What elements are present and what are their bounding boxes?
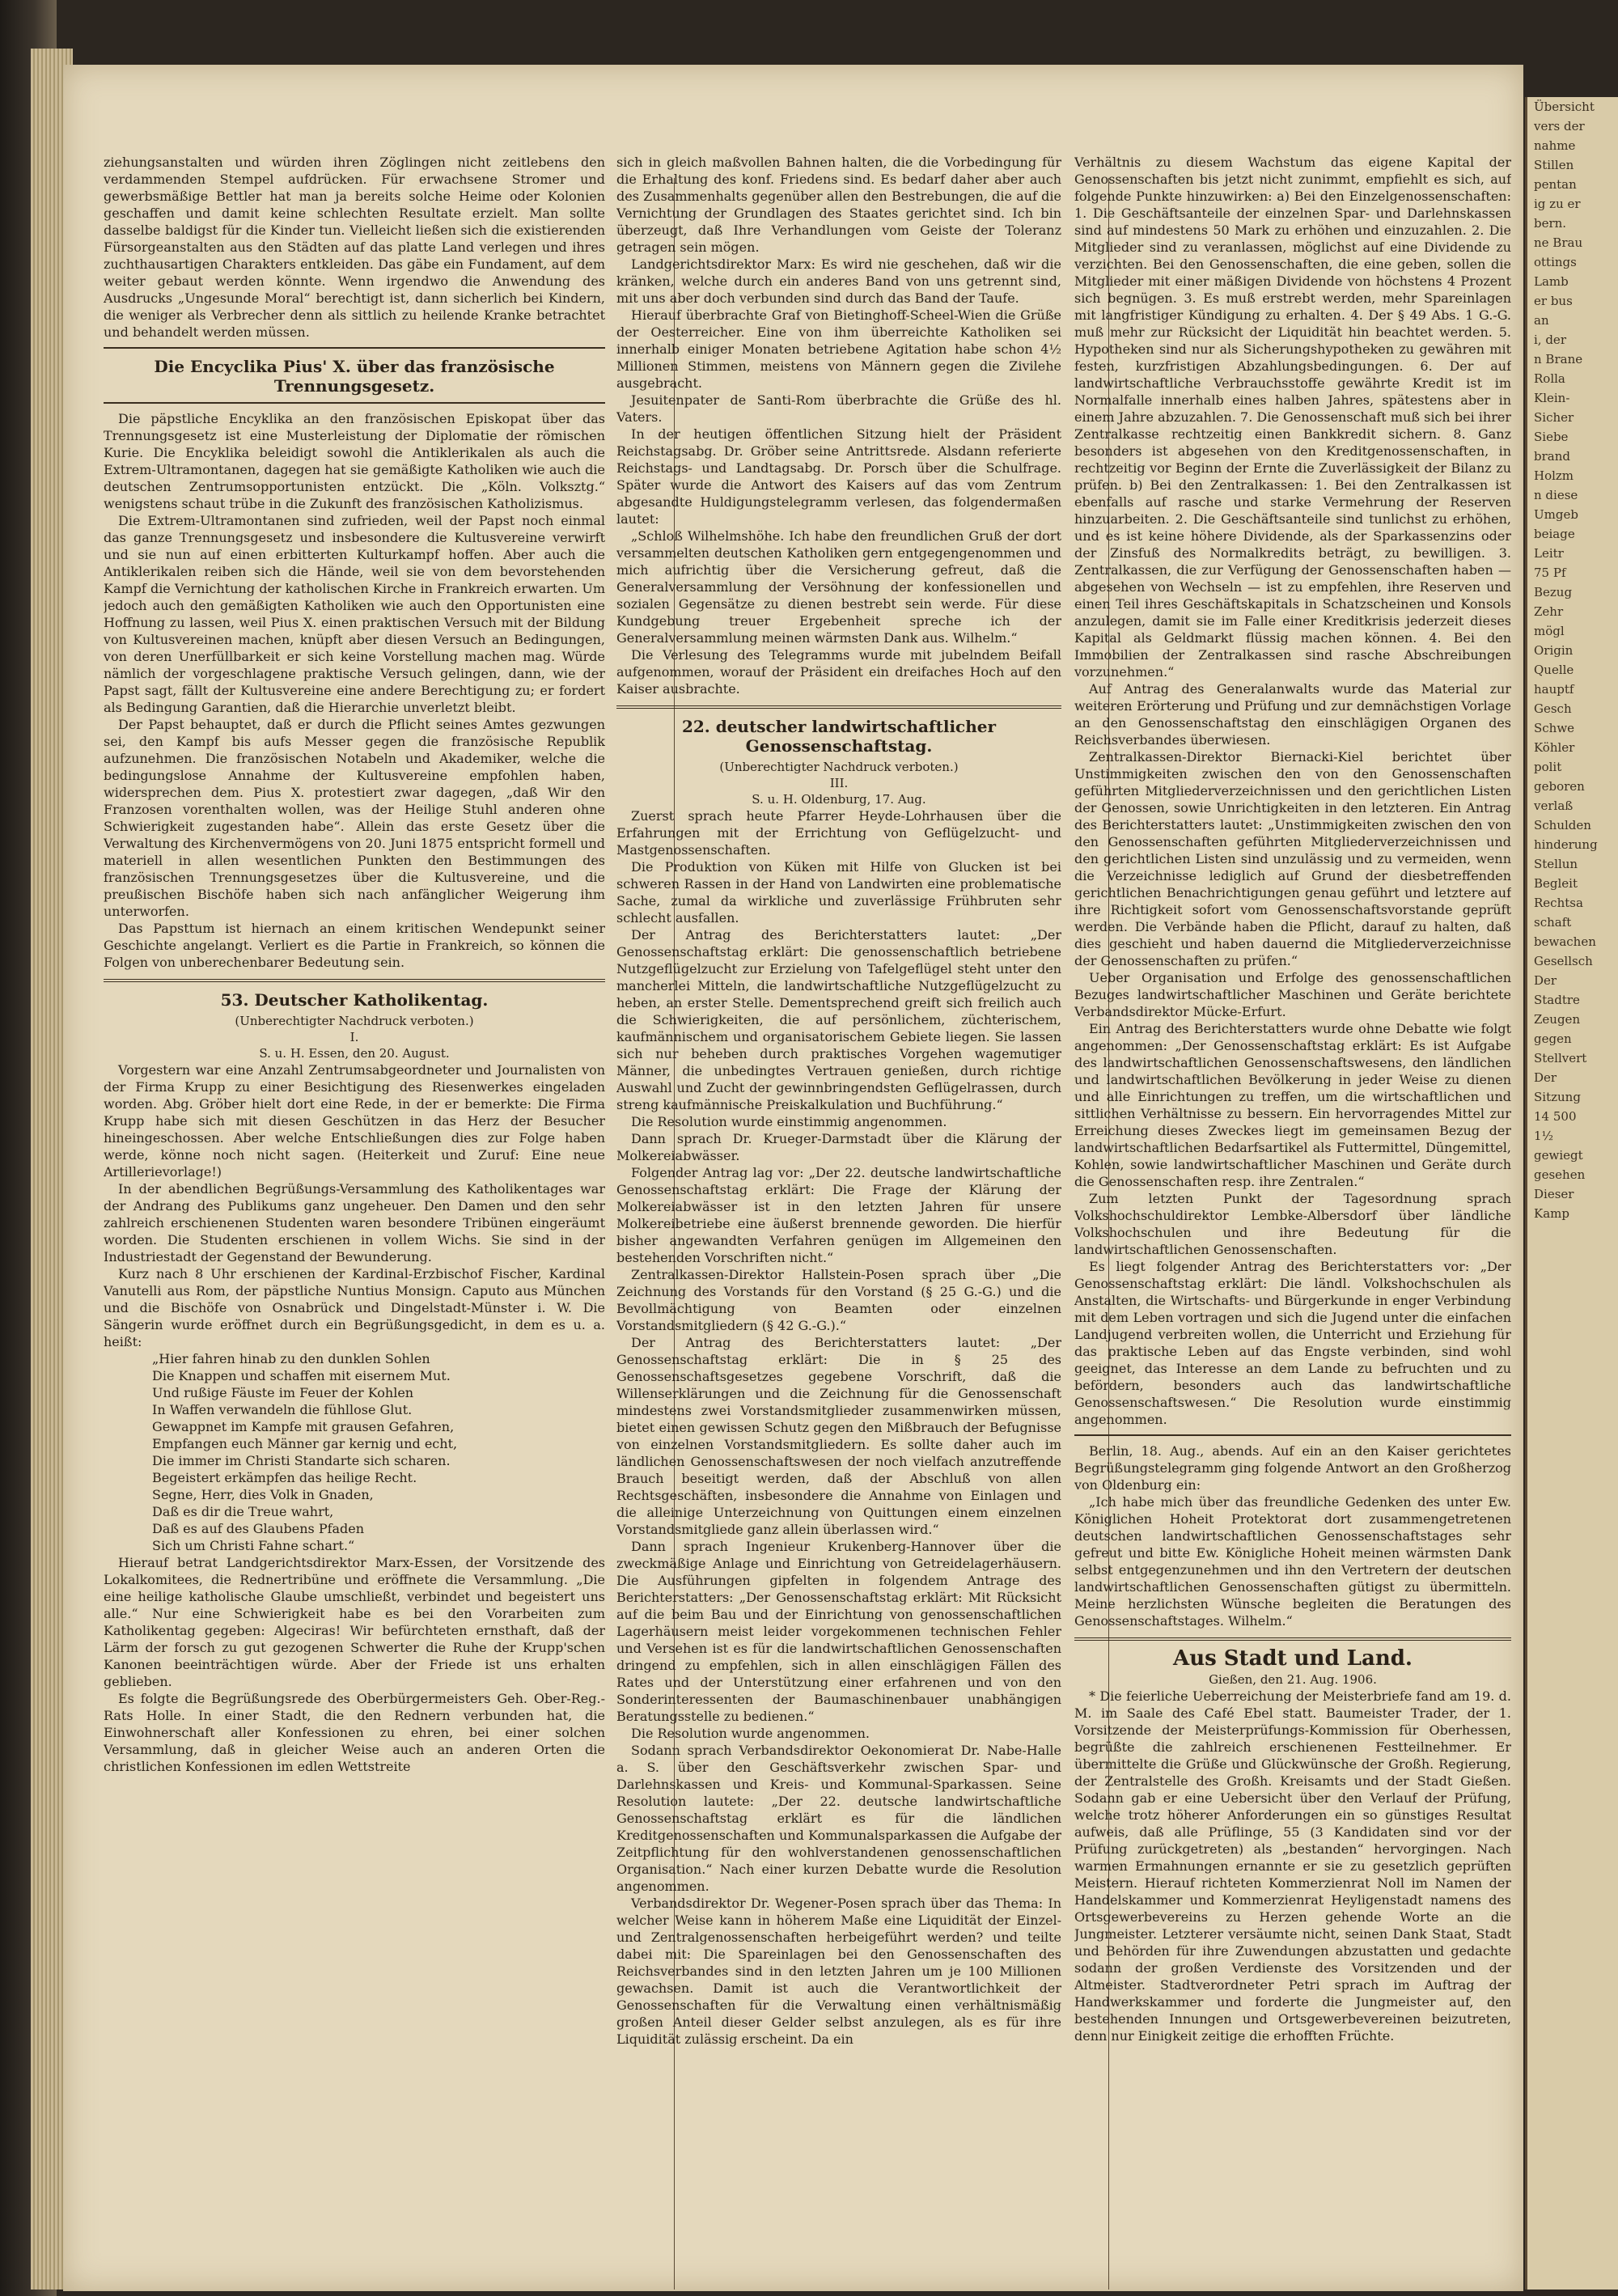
- newspaper-page: [63, 65, 1523, 2291]
- fragment-line: Siebe: [1534, 430, 1569, 444]
- paragraph: Berlin, 18. Aug., abends. Auf ein an den Kaiser gerichtetes Begrüßungstelegramm ging folgende Antwort an den Großherzog von Oldenburg ein:: [1074, 1443, 1511, 1493]
- paragraph: Zum letzten Punkt der Tagesordnung sprach Volkshochschuldirektor Lembke-Albersdorf über ländliche Volkshochschulen und ihre Bedeutung für die landwirtschaftlichen Genossenschaften.: [1074, 1191, 1511, 1257]
- fragment-line: Der: [1534, 973, 1557, 988]
- article-rule: [616, 705, 1061, 709]
- fragment-line: pentan: [1534, 177, 1577, 192]
- paragraph: Landgerichtsdirektor Marx: Es wird nie geschehen, daß wir die kränken, welche durch ein anderes Band von uns getrennt sind, mit uns aber doch verbunden sind durch das Band der Taufe.: [616, 256, 1061, 306]
- headline-rule: [104, 402, 605, 404]
- fragment-line: Kamp: [1534, 1206, 1569, 1221]
- paragraph: Zentralkassen-Direktor Hallstein-Posen sprach über „Die Zeichnung des Vorstands für den Vorstand (§ 25 G.-G.) und die Bevollmächtigung von Beamten oder einzelnen Vorstandsmitgliedern (§ 42 G.-G.).“: [616, 1267, 1061, 1333]
- article-rule: [104, 979, 605, 982]
- dateline: S. u. H. Essen, den 20. August.: [259, 1046, 450, 1061]
- fragment-line: Rolla: [1534, 371, 1565, 386]
- fragment-line: hauptf: [1534, 682, 1574, 697]
- fragment-line: Leitr: [1534, 546, 1564, 561]
- fragment-line: gesehen: [1534, 1167, 1586, 1182]
- fragment-line: mögl: [1534, 624, 1565, 638]
- fragment-line: Stellvert: [1534, 1051, 1587, 1065]
- article-rule: [1074, 1434, 1511, 1436]
- fragment-line: Zeugen: [1534, 1012, 1581, 1027]
- fragment-line: Origin: [1534, 643, 1574, 658]
- poem-line: Empfangen euch Männer gar kernig und echt,: [152, 1436, 458, 1451]
- paragraph: Die Verlesung des Telegramms wurde mit jubelndem Beifall aufgenommen, worauf der Präsident ein dreifaches Hoch auf den Kaiser ausbrachte.: [616, 647, 1061, 697]
- fragment-line: Umgeb: [1534, 507, 1578, 522]
- poem-line: In Waffen verwandeln die fühllose Glut.: [152, 1402, 413, 1417]
- fragment-line: beiage: [1534, 527, 1575, 541]
- fragment-line: verlaß: [1534, 799, 1574, 813]
- fragment-line: 75 Pf: [1534, 566, 1566, 580]
- fragment-line: Holzm: [1534, 468, 1574, 483]
- fragment-line: Zehr: [1534, 604, 1564, 619]
- reprint-notice: (Unberechtigter Nachdruck verboten.): [235, 1014, 474, 1028]
- telegram-quote: „Schloß Wilhelmshöhe. Ich habe den freundlichen Gruß der dort versammelten deutschen Katholiken gern entgegengenommen und mich aufrichtig über die Versicherung gefreut, daß die Generalversammlung der Versöhnung der konfessionellen und sozialen Gegensätze zu dienen bestrebt sein werde. Für diese Kundgebung treuer Ergebenheit spreche ich der Generalversammlung meinen wärmsten Dank aus. Wilhelm.“: [616, 528, 1061, 646]
- poem-line: Daß es auf des Glaubens Pfaden: [152, 1521, 365, 1536]
- paragraph: sich in gleich maßvollen Bahnen halten, die die Vorbedingung für die Erhaltung des konf. Friedens sind. Es bedarf daher aber auch des Zusammenhalts gegenüber allen den Bestrebungen, die auf die Vernichtung der Grundlagen des Staates gerichtet sind. Ich bin überzeugt, daß Ihre Verhandlungen vom Geiste der Toleranz getragen sein mögen.: [616, 155, 1061, 255]
- fragment-line: gegen: [1534, 1032, 1572, 1046]
- poem: [104, 1350, 605, 1554]
- telegram-quote: „Ich habe mich über das freundliche Gedenken des unter Ew. Königlichen Hoheit Protektorat dort zusammengetretenen deutschen landwirtschaftlichen Genossenschaftstages sehr gefreut und bitte Ew. Königliche Hoheit meinen wärmsten Dank selbst entgegenzunehmen und ihn den Vertretern der deutschen landwirtschaftlichen Genossenschaften gütigst zu übermitteln. Meine herzlichsten Wünsche begleiten die Beratungen des Genossenschaftstages. Wilhelm.“: [1074, 1494, 1511, 1629]
- paragraph: In der heutigen öffentlichen Sitzung hielt der Präsident Reichstagsabg. Dr. Gröber seine Antrittsrede. Alsdann referierte Reichstags- und Landtagsabg. Dr. Porsch über die Schulfrage. Später wurde die Antwort des Kaisers auf das vom Zentrum abgesandte Huldigungstelegramm verlesen, das folgendermaßen lautet:: [616, 426, 1061, 527]
- paragraph: Verhältnis zu diesem Wachstum das eigene Kapital der Genossenschaften bis jetzt nicht zunimmt, empfiehlt es sich, auf folgende Punkte hinzuwirken: a) Bei den Einzelgenossenschaften: 1. Die Geschäftsanteile der einzelnen Spar- und Darlehnskassen sind auf mindestens 50 Mark zu erhöhen und einzuzahlen. 2. Die Mitglieder sind zu veranlassen, möglichst auf eine Dividende zu verzichten. Bei den Genossenschaften, die eine geben, sollen die Mitglieder mit einer mäßigen Dividende von höchstens 4 Prozent sich begnügen. 3. Es muß erstrebt werden, mehr Spareinlagen mit langfristiger Kündigung zu erhalten. 4. Der § 49 Abs. 1 G.-G. muß mehr zur Rücksicht der Liquidität hin beachtet werden. 5. Hypotheken sind nur als Sicherungshypotheken zu gewähren mit festen, kurzfristigen Abzahlungsbedingungen. 6. Der auf landwirtschaftliche Verbrauchsstoffe gewährte Kredit ist im Normalfalle innerhalb eines halben Jahres, spätestens aber in einem Jahre abzuzahlen. 7. Die Genossenschaft muß sich bei ihrer Zentralkasse rechtzeitig einen Bankkredit sichern. 8. Ganz besonders ist abgesehen von den Kreditgenossenschaften, in rechtzeitig vor Beginn der Ernte die Zuverlässigkeit der Bilanz zu prüfen. b) Bei den Zentralkassen: 1. Bei den Zentralkassen ist ebenfalls auf rasche und starke Vermehrung der Reserven hinzuarbeiten. 2. Die Geschäftsanteile sind tunlichst zu erhöhen, und es ist keine höhere Dividende, als der Sparkassenzins oder der Zinsfuß des Normalkredits beträgt, zu bewilligen. 3. Zentralkassen, die zur Verfügung der Genossenschaften haben — abgesehen von Wechseln — ist zu empfehlen, ihre Reserven und einen Teil ihres Geschäftskapitals in Schatzscheinen und Konsols anzulegen, damit sie im Falle einer Kreditkrisis jederzeit dieses Kapital als Geldmarkt flüssig machen können. 4. Bei den Immobilien der Zentralkassen sind rasche Abschreibungen vorzunehmen.“: [1074, 155, 1511, 680]
- poem-line: Begeistert erkämpfen das heilige Recht.: [152, 1470, 417, 1485]
- fragment-line: 14 500: [1534, 1109, 1577, 1124]
- paragraph: Dann sprach Ingenieur Krukenberg-Hannover über die zweckmäßige Anlage und Einrichtung von Getreidelagerhäusern. Die Ausführungen gipfelten in folgendem Antrage des Berichterstatters: „Der Genossenschaftstag erklärt: Mit Rücksicht auf die beim Bau und der Einrichtung von genossenschaftlichen Lagerhäusern meist leider vorgekommenen technischen Fehler und Versehen ist es für die landwirtschaftlichen Genossenschaften dringend zu empfehlen, sich in allen einschlägigen Fällen des Rates und der Unterstützung einer erfahrenen und von den Sonderinteressenten der Baumaschinenbauer unabhängigen Beratungsstelle zu bedienen.“: [616, 1539, 1061, 1724]
- fragment-line: schaft: [1534, 915, 1572, 930]
- fragment-line: 1½: [1534, 1129, 1554, 1143]
- paragraph: Die Resolution wurde einstimmig angenommen.: [631, 1114, 947, 1129]
- fragment-line: Stadtre: [1534, 993, 1580, 1007]
- poem-line: Und rußige Fäuste im Feuer der Kohlen: [152, 1385, 414, 1400]
- fragment-line: Klein-: [1534, 391, 1570, 405]
- paragraph: Die päpstliche Encyklika an den französischen Episkopat über das Trennungsgesetz ist eine Musterleistung der Diplomatie der römischen Kurie. Die Encyklika beleidigt sowohl die Antiklerikalen als auch die Extrem-Ultramontanen, dagegen hat sie gemäßigte Katholiken wie auch die deutschen Zentrumsopportunisten entzückt. Die „Köln. Volksztg.“ wenigstens schaut trübe in die Zukunft des französischen Katholizismus.: [104, 411, 605, 511]
- paragraph: Ein Antrag des Berichterstatters wurde ohne Debatte wie folgt angenommen: „Der Genossenschaftstag erklärt: Es ist Aufgabe des landwirtschaftlichen Genossenschaftswesens, den ländlichen und landwirtschaftlichen Bevölkerung in jeder Weise zu dienen und alle Einrichtungen zu treffen, um die wirtschaftlichen und sittlichen Verhältnisse zu bessern. Ein hervorragendes Mittel zur Erreichung dieses Zweckes liegt im gemeinsamen Bezug der landwirtschaftlichen Bedarfsartikel als Futtermittel, Düngemittel, Kohlen, sowie landwirtschaftlicher Maschinen und Geräte durch die Genossenschaften resp. ihre Zentralen.“: [1074, 1021, 1511, 1189]
- paragraph: Die Extrem-Ultramontanen sind zufrieden, weil der Papst noch einmal das ganze Trennungsgesetz und insbesondere die Kultusvereine verwirft und sie nun auf einen erbitterten Kulturkampf hoffen. Aber auch die Antiklerikalen reiben sich die Hände, weil sie von dem bevorstehenden Kampf die Vernichtung der katholischen Kirche in Frankreich erwarten. Um jedoch auch den gemäßigten Katholiken wie auch den Opportunisten eine Hoffnung zu lassen, weil Pius X. einen praktischen Versuch mit der Bildung von Kultusvereinen machen, knüpft aber diesen Versuch an Bedingungen, von deren Unerfüllbarkeit er sich keine Vorstellung machen mag. Würde nämlich der vorgeschlagene praktische Versuch gelingen, dann, wie der Papst sagt, fällt der Kultusvereine eine andere Berechtigung zu; er fordert als Bedingung Garantien, daß die Hierarchie unverletzt bleibt.: [104, 513, 605, 715]
- fragment-line: an: [1534, 313, 1549, 328]
- headline-encyclika: Die Encyclika Pius' X. über das französische Trennungsgesetz.: [154, 357, 555, 396]
- adjacent-page-strip: [1525, 97, 1618, 2290]
- fragment-line: Gesellsch: [1534, 954, 1593, 968]
- paragraph: Auf Antrag des Generalanwalts wurde das Material zur weiteren Erörterung und Prüfung und zur demnächstigen Vorlage an den Genossenschaftstag den einschlägigen Organen des Reichsverbandes überwiesen.: [1074, 681, 1511, 748]
- fragment-line: ottings: [1534, 255, 1577, 269]
- headline-genossenschaftstag: 22. deutscher landwirtschaftlicher Genossenschaftstag.: [681, 717, 997, 756]
- fragment-line: Köhler: [1534, 740, 1575, 755]
- paragraph: Die Resolution wurde angenommen.: [631, 1726, 870, 1741]
- fragment-line: Rechtsa: [1534, 896, 1583, 910]
- dateline: S. u. H. Oldenburg, 17. Aug.: [752, 792, 926, 807]
- poem-line: Segne, Herr, dies Volk in Gnaden,: [152, 1487, 374, 1502]
- fragment-line: i, der: [1534, 333, 1566, 347]
- fragment-line: bewachen: [1534, 934, 1596, 949]
- column-1: [104, 154, 605, 1775]
- fragment-line: polit: [1534, 760, 1562, 774]
- article-rule: [1074, 1637, 1511, 1641]
- fragment-line: geboren: [1534, 779, 1585, 794]
- paragraph: Jesuitenpater de Santi-Rom überbrachte die Grüße des hl. Vaters.: [616, 392, 1061, 425]
- fragment-line: ig zu er: [1534, 197, 1581, 211]
- paragraph: Zentralkassen-Direktor Biernacki-Kiel berichtet über Unstimmigkeiten zwischen den von den Genossenschaften geführten Mitgliederverzeichnissen und den gerichtlichen Listen der Genossen, sowie Unrichtigkeiten in den letzteren. Ein Antrag des Berichterstatters lautet: „Unstimmigkeiten zwischen den von den Genossenschaften geführten Mitgliederverzeichnissen und den gerichtlichen Listen sind unzulässig und zu vermeiden, wenn die Verzeichnisse lediglich auf Grund der diesbetreffenden gerichtlichen Benachrichtigungen genau geführt und letztere auf ihre Richtigkeit sofort vom Genossenschaftsvorstande geprüft werden. Die Verbände haben die Pflicht, darauf zu halten, daß dies geschieht und haben dauernd die Mitgliederverzeichnisse der Genossenschaften zu prüfen.“: [1074, 749, 1511, 968]
- fragment-line: Stellun: [1534, 857, 1578, 871]
- fragment-line: Stillen: [1534, 158, 1574, 172]
- fragment-line: hinderung: [1534, 837, 1598, 852]
- fragment-line: vers der: [1534, 119, 1585, 133]
- fragment-line: Gesch: [1534, 701, 1572, 716]
- fragment-line: bern.: [1534, 216, 1567, 231]
- paragraph: Kurz nach 8 Uhr erschienen der Kardinal-Erzbischof Fischer, Kardinal Vanutelli aus Rom, der päpstliche Nuntius Monsign. Caputo aus München und die Bischöfe von Osnabrück und Dingelstadt-Münster i. W. Die Sängerin wurde eröffnet durch ein Begrüßungsgedicht, in dem es u. a. heißt:: [104, 1266, 605, 1349]
- fragment-line: Bezug: [1534, 585, 1573, 599]
- paragraph: Hierauf betrat Landgerichtsdirektor Marx-Essen, der Vorsitzende des Lokalkomitees, die Rednertribüne und eröffnete die Versammlung. „Die eine heilige katholische Glaube umschließt, verbindet und begeistert uns alle.“ Nur eine Schwierigkeit habe es bei den Vorarbeiten zum Katholikentag gegeben: Algeciras! Wir befürchteten ernsthaft, daß der Lärm der forsch zu gut gezogenen Schwerter die Ruhe der Krupp'schen Kanonen beeinträchtigen würde. Aber der Friede ist uns erhalten geblieben.: [104, 1555, 605, 1689]
- paragraph: Folgender Antrag lag vor: „Der 22. deutsche landwirtschaftliche Genossenschaftstag erklärt: Die Frage der Klärung der Molkereiabwässer ist in den letzten Jahren für unsere Molkereibetriebe eine äußerst brennende geworden. Die hierfür bisher angewandten Verfahren genügen im Allgemeinen den bestehenden Vorschriften nicht.“: [616, 1165, 1061, 1265]
- part-number: III.: [829, 776, 849, 790]
- headline-stadt-und-land: Aus Stadt und Land.: [1173, 1646, 1413, 1671]
- fragment-line: Übersicht: [1534, 100, 1595, 114]
- headline-katholikentag: 53. Deutscher Katholikentag.: [220, 990, 489, 1010]
- fragment-line: Schwe: [1534, 721, 1575, 735]
- article-continuation: ziehungsanstalten und würden ihren Zöglingen nicht zeitlebens den verdammenden Stempel aufdrücken. Für erwachsene Stromer und gewerbsmäßige Bettler hat man ja bereits solche Heime oder Kolonien geschaffen und damit keine schlechten Resultate erzielt. Man sollte dasselbe baldigst für die Kinder tun. Vielleicht ließen sich die existierenden Fürsorgeanstalten aus den Städten auf das platte Land verlegen und ihres zuchthausartigen Charakters entkleiden. Das gäbe ein Fundament, auf dem weiter gebaut werden könnte. Wenn irgendwo die Anwendung des Ausdrucks „Ungesunde Moral“ berechtigt ist, dann sicherlich bei Kindern, die weniger als Verbrecher denn als sittlich zu heilende Kranke betrachtet und behandelt werden müssen.: [104, 155, 605, 340]
- paragraph: Ueber Organisation und Erfolge des genossenschaftlichen Bezuges landwirtschaftlicher Maschinen und Geräte berichtete Verbandsdirektor Mücke-Erfurt.: [1074, 970, 1511, 1019]
- fragment-line: Lamb: [1534, 274, 1569, 289]
- fragment-line: gewiegt: [1534, 1148, 1583, 1163]
- fragment-line: er bus: [1534, 294, 1573, 308]
- dateline: Gießen, den 21. Aug. 1906.: [1209, 1672, 1377, 1687]
- paragraph: Sodann sprach Verbandsdirektor Oekonomierat Dr. Nabe-Halle a. S. über den Geschäftsverkehr zwischen Spar- und Darlehnskassen und Kreis- und Kommunal-Sparkassen. Seine Resolution lautete: „Der 22. deutsche landwirtschaftliche Genossenschaftstag erklärt es für die ländlichen Kreditgenossenschaften und Kommunalsparkassen die Aufgabe der Zeitpflichtung für den wohlverstandenen genossenschaftlichen Organisation.“ Nach einer kurzen Debatte wurde die Resolution angenommen.: [616, 1743, 1061, 1894]
- fragment-line: brand: [1534, 449, 1570, 464]
- paragraph: Zuerst sprach heute Pfarrer Heyde-Lohrhausen über die Erfahrungen mit der Errichtung von Geflügelzucht- und Mastgenossenschaften.: [616, 808, 1061, 858]
- fragment-line: Sitzung: [1534, 1090, 1581, 1104]
- fragment-line: nahme: [1534, 138, 1576, 153]
- paragraph: Verbandsdirektor Dr. Wegener-Posen sprach über das Thema: In welcher Weise kann in höherem Maße eine Liquidität der Einzel- und Zentralgenossenschaften herbeigeführt werden? und teilte dabei mit: Die Spareinlagen bei den Genossenschaften des Reichsverbandes sind in den letzten Jahren um je 100 Millionen gewachsen. Damit ist auch die Verantwortlichkeit der Genossenschaften für die Verwaltung einen verhältnismäßig großen Anteil dieser Gelder selbst anzulegen, als es für ihre Liquidität zulässig erscheint. Da ein: [616, 1896, 1061, 2047]
- paragraph: Vorgestern war eine Anzahl Zentrumsabgeordneter und Journalisten von der Firma Krupp zu einer Besichtigung des Riesenwerkes eingeladen worden. Abg. Gröber hielt dort eine Rede, in der er bemerkte: Die Firma Krupp habe sich mit diesen Geschützen in das Herz der Besucher hineingeschossen. Aber welche Entschließungen dies zur Folge haben werde, könne noch nicht sagen. (Heiterkeit und Zuruf: Eine neue Artillerievorlage!): [104, 1062, 605, 1180]
- paragraph: Die Produktion von Küken mit Hilfe von Glucken ist bei schweren Rassen in der Hand von Landwirten eine problematische Sache, zumal da wirkliche und zuverlässige Frühbruten sehr schlecht ausfallen.: [616, 859, 1061, 926]
- poem-line: Die Knappen und schaffen mit eisernem Mut.: [152, 1368, 451, 1383]
- poem-line: Die immer im Christi Standarte sich scharen.: [152, 1453, 451, 1468]
- paragraph: Es liegt folgender Antrag des Berichterstatters vor: „Der Genossenschaftstag erklärt: Die ländl. Volkshochschulen als Anstalten, die Wirtschafts- und Bürgerkunde in enger Verbindung mit dem Leben vortragen und sich die Jugend unter die einfachen Landjugend verbreiten wollen, die Unterricht und Erziehung für das praktische Leben auf das Engste verbinden, sind wohl geeignet, das Interesse an dem Lande zu befruchten und zu befördern, besonders auch das landwirtschaftliche Genossenschaftswesen.“ Die Resolution wurde einstimmig angenommen.: [1074, 1259, 1511, 1427]
- paragraph: Hierauf überbrachte Graf von Bietinghoff-Scheel-Wien die Grüße der Oesterreicher. Eine von ihm überreichte Katholiken sei innerhalb einiger Monaten betriebene Agitation habe schon 4½ Millionen Stimmen, meistens von Männern gegen die Zivilehe ausgebracht.: [616, 307, 1061, 391]
- paragraph: In der abendlichen Begrüßungs-Versammlung des Katholikentages war der Andrang des Publikums ganz ungeheuer. Den Damen und den sehr zahlreich erschienenen Studenten waren besondere Tribünen eingeräumt worden. Die Studenten erschienen in vollem Wichs. Sie sind in der Industriestadt der Gegenstand der Bewunderung.: [104, 1181, 605, 1264]
- poem-line: Gewappnet im Kampfe mit grausen Gefahren,: [152, 1419, 455, 1434]
- paragraph: Dann sprach Dr. Krueger-Darmstadt über die Klärung der Molkereiabwässer.: [616, 1131, 1061, 1163]
- poem-line: Daß es dir die Treue wahrt,: [152, 1504, 334, 1519]
- poem-line: „Hier fahren hinab zu den dunklen Sohlen: [152, 1351, 430, 1366]
- fragment-line: Quelle: [1534, 663, 1574, 677]
- paragraph: Der Papst behauptet, daß er durch die Pflicht seines Amtes gezwungen sei, den Kampf bis aufs Messer gegen die französische Republik aufzunehmen. Die französischen Notabeln und Akademiker, welche die bedingungslose Annahme der Kultusvereine empfohlen haben, widersprechen dem. Pius X. protestiert zwar dagegen, „daß Wir den Franzosen vorenthalten wollen, was der Heilige Stuhl anderen ohne Schwierigkeit zugestanden habe“. Allein das erste Gesetz über die Verwaltung des Kirchenvermögens von 20. Juni 1875 entspricht formell und materiell in allen wesentlichen Punkten den Bestimmungen des französischen Trennungsgesetzes über die Kultusvereine, und die preußischen Bischöfe haben sich nach anfänglicher Weigerung ihm unterworfen.: [104, 717, 605, 919]
- paragraph: Das Papsttum ist hiernach an einem kritischen Wendepunkt seiner Geschichte angelangt. Verliert es die Partie in Frankreich, so können die Folgen von unberechenbarer Bedeutung sein.: [104, 921, 605, 970]
- fragment-line: Sicher: [1534, 410, 1574, 425]
- fragment-line: n Brane: [1534, 352, 1583, 366]
- reprint-notice: (Unberechtigter Nachdruck verboten.): [719, 760, 959, 774]
- part-number: I.: [349, 1030, 359, 1044]
- fragment-line: Begleit: [1534, 876, 1578, 891]
- paragraph: * Die feierliche Ueberreichung der Meisterbriefe fand am 19. d. M. im Saale des Café Ebel statt. Baumeister Trader, der 1. Vorsitzende der Meisterprüfungs-Kommission für Oberhessen, begrüßte die zahlreich erschienenen Festteilnehmer. Er übermittelte die Grüße und Glückwünsche der Großh. Regierung, der Zentralstelle des Großh. Kreisamts und der Stadt Gießen. Sodann gab er eine Uebersicht über den Verlauf der Prüfung, welche trotz höherer Anforderungen ein so günstiges Resultat aufweis, daß alle Prüflinge, 55 (3 Kandidaten sind vor der Prüfung zurückgetreten) als „bestanden“ hervorgingen. Nach warmen Ermahnungen ernannte er sie zu gesetzlich geprüften Meistern. Hierauf richteten Kommerzienrat Noll im Namen der Handelskammer und Kommerzienrat Heyligenstadt namens des Ortsgewerbevereins zu Herzen gehende Worte an die Jungmeister. Letzterer versäumte nicht, seinen Dank Staat, Stadt und Behörden für ihre Zuwendungen abzustatten und gedachte sodann der großen Verdienste des Vorsitzenden und der Altmeister. Stadtverordneter Petri sprach im Auftrag der Handwerkskammer und forderte die Jungmeister auf, den bestehenden Innungen und Ortsgewerbevereinen beizutreten, denn nur Einigkeit zeitige die erhofften Früchte.: [1074, 1688, 1511, 2044]
- article-rule: [104, 347, 605, 349]
- fragment-line: ne Brau: [1534, 235, 1583, 250]
- column-3: [1074, 154, 1511, 2044]
- paragraph: Der Antrag des Berichterstatters lautet: „Der Genossenschaftstag erklärt: Die genossenschaftlich betriebene Nutzgeflügelzucht zur Erzielung von Tafelgeflügel steht unter den mancherlei Mitteln, die landwirtschaftliche Nutzgeflügelzucht zu heben, an erster Stelle. Dementsprechend greift sich freilich auch die Schwierigkeiten, die auf persönlichem, züchterischem, kaufmännischem und organisatorischem Gebiete liegen. Sie lassen sich nur beheben durch praktisches Vorgehen wagemutiger Männer, die unbedingtes Vertrauen genießen, durch richtige Auswahl und Zucht der gewinnbringendsten Geflügelrassen, durch streng kaufmännische Preiskalkulation und Buchführung.“: [616, 927, 1061, 1112]
- fragment-line: n diese: [1534, 488, 1578, 502]
- column-2: [616, 154, 1061, 2048]
- fragment-line: Schulden: [1534, 818, 1591, 832]
- paragraph: Es folgte die Begrüßungsrede des Oberbürgermeisters Geh. Ober-Reg.-Rats Holle. In einer Stadt, die den Rednern verbunden hat, die Einwohnerschaft aller Konfessionen zu ehren, bei einer solchen Versammlung, daß in gleicher Weise auch an anderen Orten die christlichen Konfessionen im edlen Wettstreite: [104, 1691, 605, 1774]
- paragraph: Der Antrag des Berichterstatters lautet: „Der Genossenschaftstag erklärt: Die in § 25 des Genossenschaftsgesetzes gegebene Vorschrift, daß die Willenserklärungen und die Zeichnung für die Genossenschaft mindestens zwei Vorstandsmitglieder zusammenwirken müssen, bietet einen gewissen Schutz gegen den Mißbrauch der Befugnisse von einzelnen Vorstandsmitgliedern. Es sollte daher auch im ländlichen Genossenschaftswesen der noch vielfach anzutreffende Brauch beseitigt werden, daß der Abschluß von allen Rechtsgeschäften, insbesondere die Annahme von Einlagen und die alleinige Unterzeichnung von Quittungen einem einzelnen Vorstandsmitgliede ganz allein überlassen wird.“: [616, 1335, 1061, 1537]
- fragment-line: Dieser: [1534, 1187, 1574, 1201]
- fragment-line: Der: [1534, 1070, 1557, 1085]
- poem-line: Sich um Christi Fahne schart.“: [152, 1538, 355, 1553]
